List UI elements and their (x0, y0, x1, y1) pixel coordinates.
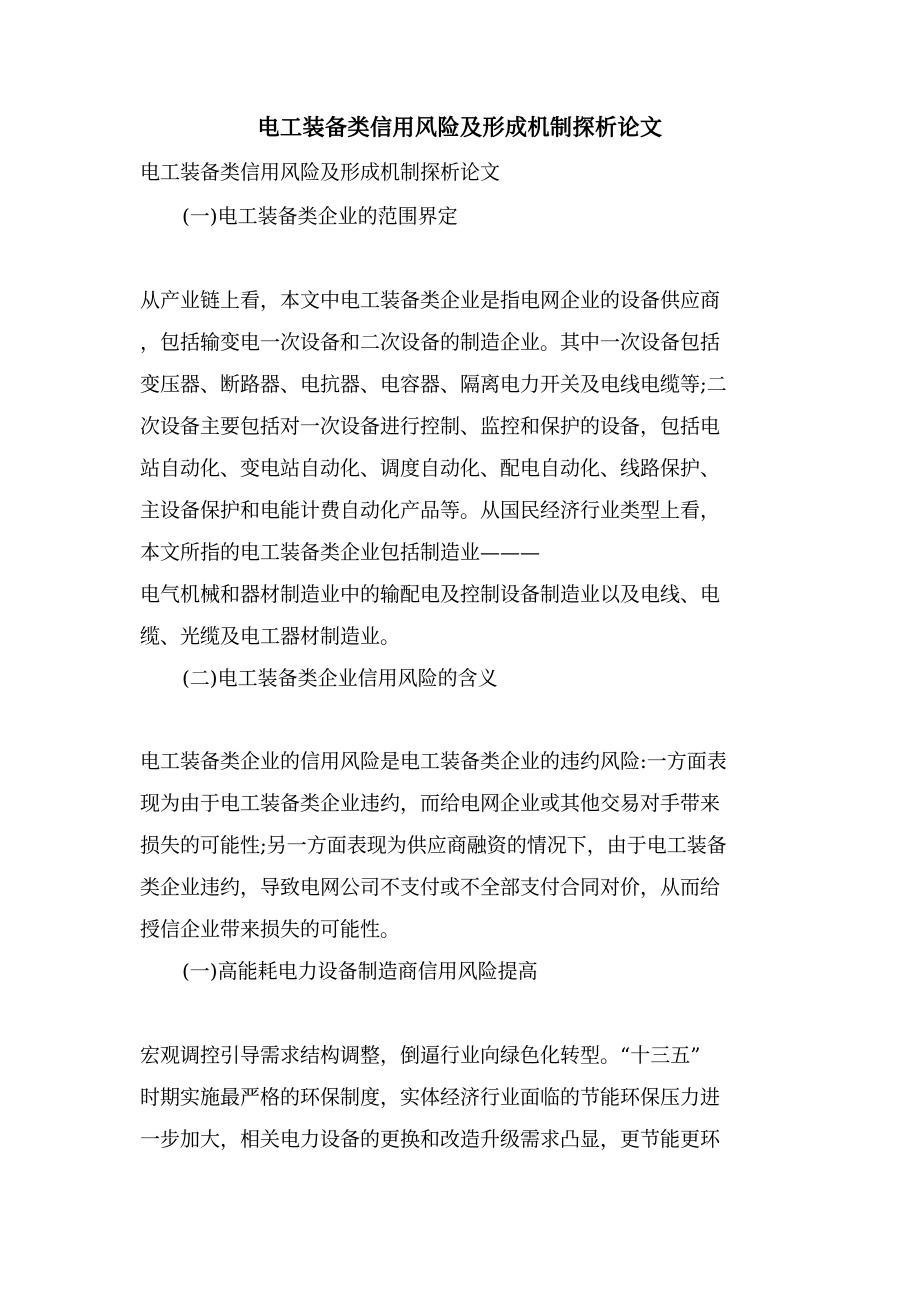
paragraph-1-line: 缆、光缆及电工器材制造业。 (140, 624, 400, 648)
document-title: 电工装备类信用风险及形成机制探析论文 (257, 115, 663, 141)
paragraph-3-line: 一步加大，相关电力设备的更换和改造升级需求凸显，更节能更环 (140, 1127, 720, 1151)
section-heading-3: (一)高能耗电力设备制造商信用风险提高 (182, 959, 538, 983)
paragraph-3-line: 时期实施最严格的环保制度，实体经济行业面临的节能环保压力进 (140, 1085, 720, 1109)
paragraph-1-line: 次设备主要包括对一次设备进行控制、监控和保护的设备，包括电 (140, 414, 720, 438)
section-heading-2: (二)电工装备类企业信用风险的含义 (182, 666, 498, 690)
paragraph-2-line: 电工装备类企业的信用风险是电工装备类企业的违约风险:一方面表 (140, 749, 727, 773)
paragraph-1-line: 电气机械和器材制造业中的输配电及控制设备制造业以及电线、电 (140, 582, 720, 606)
paragraph-2-line: 现为由于电工装备类企业违约，而给电网企业或其他交易对手带来 (140, 791, 720, 815)
paragraph-2-line: 损失的可能性;另一方面表现为供应商融资的情况下，由于电工装备 (140, 833, 727, 857)
paragraph-1-line: 从产业链上看，本文中电工装备类企业是指电网企业的设备供应商 (140, 288, 720, 312)
paragraph-2-line: 授信企业带来损失的可能性。 (140, 917, 400, 941)
paragraph-1-line: 本文所指的电工装备类企业包括制造业——— (140, 540, 540, 564)
document-subtitle: 电工装备类信用风险及形成机制探析论文 (140, 160, 500, 184)
paragraph-1-line: ，包括输变电一次设备和二次设备的制造企业。其中一次设备包括 (140, 330, 720, 354)
paragraph-1-line: 变压器、断路器、电抗器、电容器、隔离电力开关及电线电缆等;二 (140, 372, 727, 396)
paragraph-2-line: 类企业违约，导致电网公司不支付或不全部支付合同对价，从而给 (140, 875, 720, 899)
paragraph-1-line: 站自动化、变电站自动化、调度自动化、配电自动化、线路保护、 (140, 456, 720, 480)
section-heading-1: (一)电工装备类企业的范围界定 (182, 204, 458, 228)
paragraph-1-line: 主设备保护和电能计费自动化产品等。从国民经济行业类型上看， (140, 498, 720, 522)
paragraph-3-line: 宏观调控引导需求结构调整，倒逼行业向绿色化转型。“十三五” (140, 1043, 701, 1067)
